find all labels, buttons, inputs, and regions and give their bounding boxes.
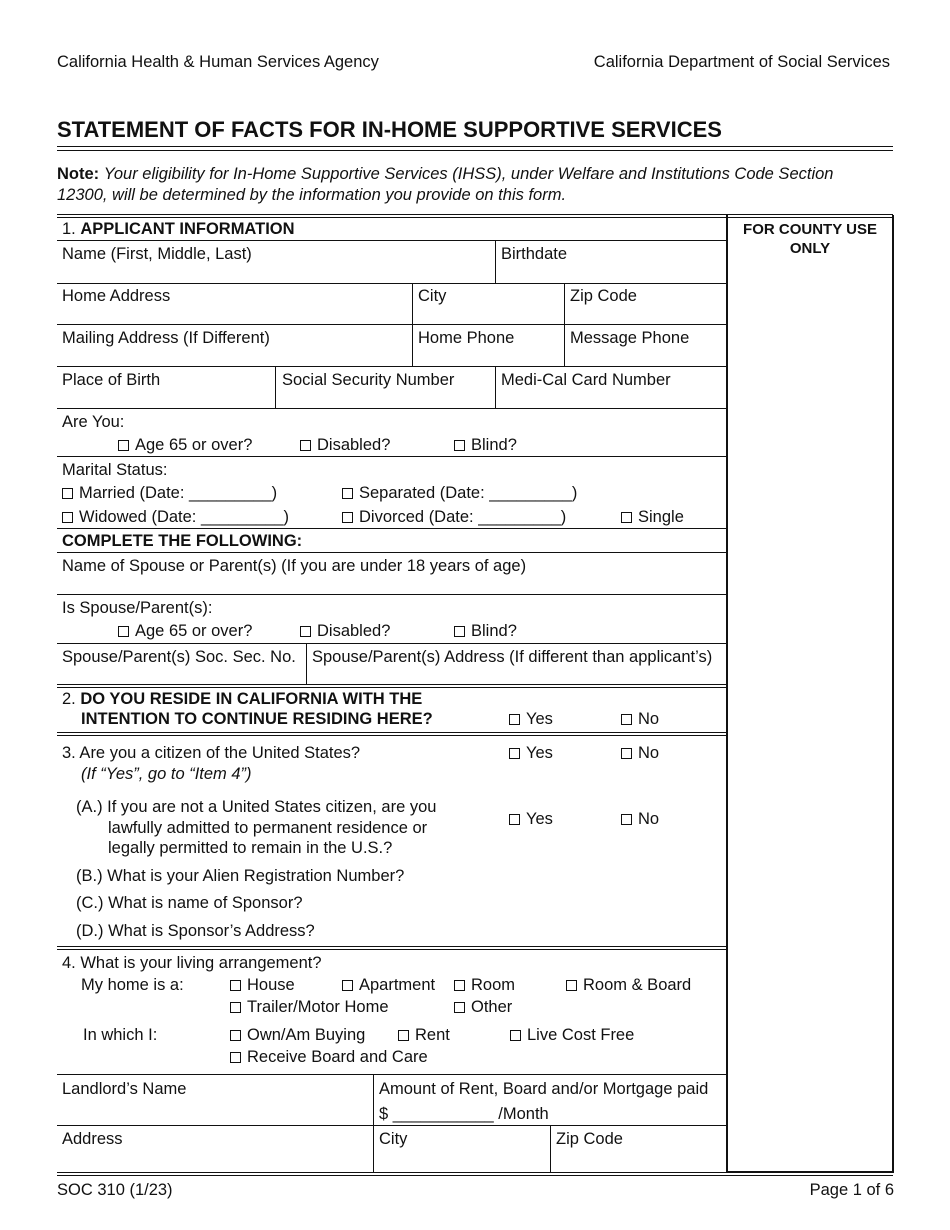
rule [57,1074,727,1075]
table-bottom-rule [57,1172,893,1173]
city-label: City [418,287,447,305]
blind-checkbox[interactable]: Blind? [454,435,517,455]
rule [57,240,727,241]
message-phone-label: Message Phone [570,329,690,347]
section1-heading: 1. APPLICANT INFORMATION [62,220,295,238]
rule [57,1125,727,1126]
note-line-2: 12300, will be determined by the information you provide on this form. [57,186,567,204]
rule [57,324,727,325]
question-3b: (B.) What is your Alien Registration Number? [76,867,405,885]
marital-status-label: Marital Status: [62,461,168,479]
living-arrangement-question: 4. What is your living arrangement? [62,954,322,972]
trailer-checkbox[interactable]: Trailer/Motor Home [230,997,389,1017]
separated-checkbox[interactable]: Separated (Date: _________) [342,483,577,503]
amount-per-month: $ ___________ /Month [379,1105,549,1123]
are-you-label: Are You: [62,413,125,431]
is-spouse-label: Is Spouse/Parent(s): [62,599,213,617]
single-checkbox[interactable]: Single [621,507,684,527]
agency-name: California Health & Human Services Agency [57,53,379,71]
ssn-label: Social Security Number [282,371,455,389]
spouse-age65-checkbox[interactable]: Age 65 or over? [118,621,252,641]
rule [550,1125,551,1172]
county-use-label: FOR COUNTY USE ONLY [743,221,877,257]
room-board-checkbox[interactable]: Room & Board [566,975,691,995]
citizen-yes-checkbox[interactable]: Yes [509,743,553,763]
rule [57,552,727,553]
spouse-ssn-label: Spouse/Parent(s) Soc. Sec. No. [62,648,296,666]
divorced-checkbox[interactable]: Divorced (Date: _________) [342,507,566,527]
birthdate-field-label: Birthdate [501,245,568,263]
admitted-yes-checkbox[interactable]: Yes [509,809,553,829]
room-checkbox[interactable]: Room [454,975,515,995]
citizen-question: 3. Are you a citizen of the United States? [62,744,361,762]
other-checkbox[interactable]: Other [454,997,512,1017]
in-which-label: In which I: [83,1026,158,1044]
board-care-checkbox[interactable]: Receive Board and Care [230,1047,428,1067]
question-3c: (C.) What is name of Sponsor? [76,894,303,912]
question-3a-line-3: legally permitted to remain in the U.S.? [108,839,393,857]
page-number: Page 1 of 6 [809,1181,894,1199]
house-checkbox[interactable]: House [230,975,295,995]
medical-card-label: Medi-Cal Card Number [501,371,671,389]
spouse-address-label: Spouse/Parent(s) Address (If different than applicant’s) [312,648,713,666]
rule [306,643,307,685]
home-phone-label: Home Phone [418,329,515,347]
rule [275,366,276,409]
landlord-address-label: Address [62,1130,123,1148]
rent-checkbox[interactable]: Rent [398,1025,450,1045]
county-column-divider [726,215,728,1173]
reside-yes-checkbox[interactable]: Yes [509,709,553,729]
rule [564,283,565,367]
rule [57,528,727,529]
landlord-label: Landlord’s Name [62,1080,187,1098]
table-bottom-rule-2 [57,1175,893,1176]
rule [57,456,727,457]
zip-label: Zip Code [570,287,637,305]
section2-line-2: INTENTION TO CONTINUE RESIDING HERE? [81,710,433,728]
title-rule [57,146,893,147]
home-is-label: My home is a: [81,976,184,994]
rule [57,684,727,685]
rule [412,283,413,367]
citizen-no-checkbox[interactable]: No [621,743,659,763]
question-3d: (D.) What is Sponsor’s Address? [76,922,315,940]
rule [57,408,727,409]
county-column-right [892,215,894,1173]
live-free-checkbox[interactable]: Live Cost Free [510,1025,634,1045]
page-title: STATEMENT OF FACTS FOR IN-HOME SUPPORTIVE SERVICES [57,117,722,142]
amount-label: Amount of Rent, Board and/or Mortgage paid [379,1080,709,1098]
widowed-checkbox[interactable]: Widowed (Date: _________) [62,507,289,527]
own-checkbox[interactable]: Own/Am Buying [230,1025,365,1045]
rule [57,949,727,950]
disabled-checkbox[interactable]: Disabled? [300,435,390,455]
landlord-zip-label: Zip Code [556,1130,623,1148]
department-name: California Department of Social Services [593,53,890,71]
rule [57,687,727,688]
rule [57,735,727,736]
citizen-hint: (If “Yes”, go to “Item 4”) [81,765,252,783]
spouse-name-label: Name of Spouse or Parent(s) (If you are under 18 years of age) [62,557,527,575]
apartment-checkbox[interactable]: Apartment [342,975,435,995]
spouse-blind-checkbox[interactable]: Blind? [454,621,517,641]
rule [57,366,727,367]
mailing-address-label: Mailing Address (If Different) [62,329,270,347]
rule [495,240,496,283]
title-rule-2 [57,150,893,151]
complete-following-heading: COMPLETE THE FOLLOWING: [62,532,303,550]
landlord-city-label: City [379,1130,408,1148]
question-3a-line-2: lawfully admitted to permanent residence or [108,819,428,837]
age65-checkbox[interactable]: Age 65 or over? [118,435,252,455]
married-checkbox[interactable]: Married (Date: _________) [62,483,277,503]
rule [373,1074,374,1172]
rule [57,594,727,595]
rule [57,732,727,733]
admitted-no-checkbox[interactable]: No [621,809,659,829]
name-field-label: Name (First, Middle, Last) [62,245,252,263]
section2-line-1: 2. DO YOU RESIDE IN CALIFORNIA WITH THE [62,690,423,708]
rule [495,366,496,409]
reside-no-checkbox[interactable]: No [621,709,659,729]
question-3a-line-1: (A.) If you are not a United States citizen, are you [76,798,437,816]
home-address-label: Home Address [62,287,171,305]
table-top-rule-2 [57,217,893,218]
spouse-disabled-checkbox[interactable]: Disabled? [300,621,390,641]
table-top-rule [57,214,893,215]
rule [57,946,727,947]
rule [57,283,727,284]
rule [57,643,727,644]
note-line-1: Note: Your eligibility for In-Home Supportive Services (IHSS), under Welfare and Institutions Code Section [57,165,834,183]
place-of-birth-label: Place of Birth [62,371,161,389]
form-number: SOC 310 (1/23) [57,1181,173,1199]
